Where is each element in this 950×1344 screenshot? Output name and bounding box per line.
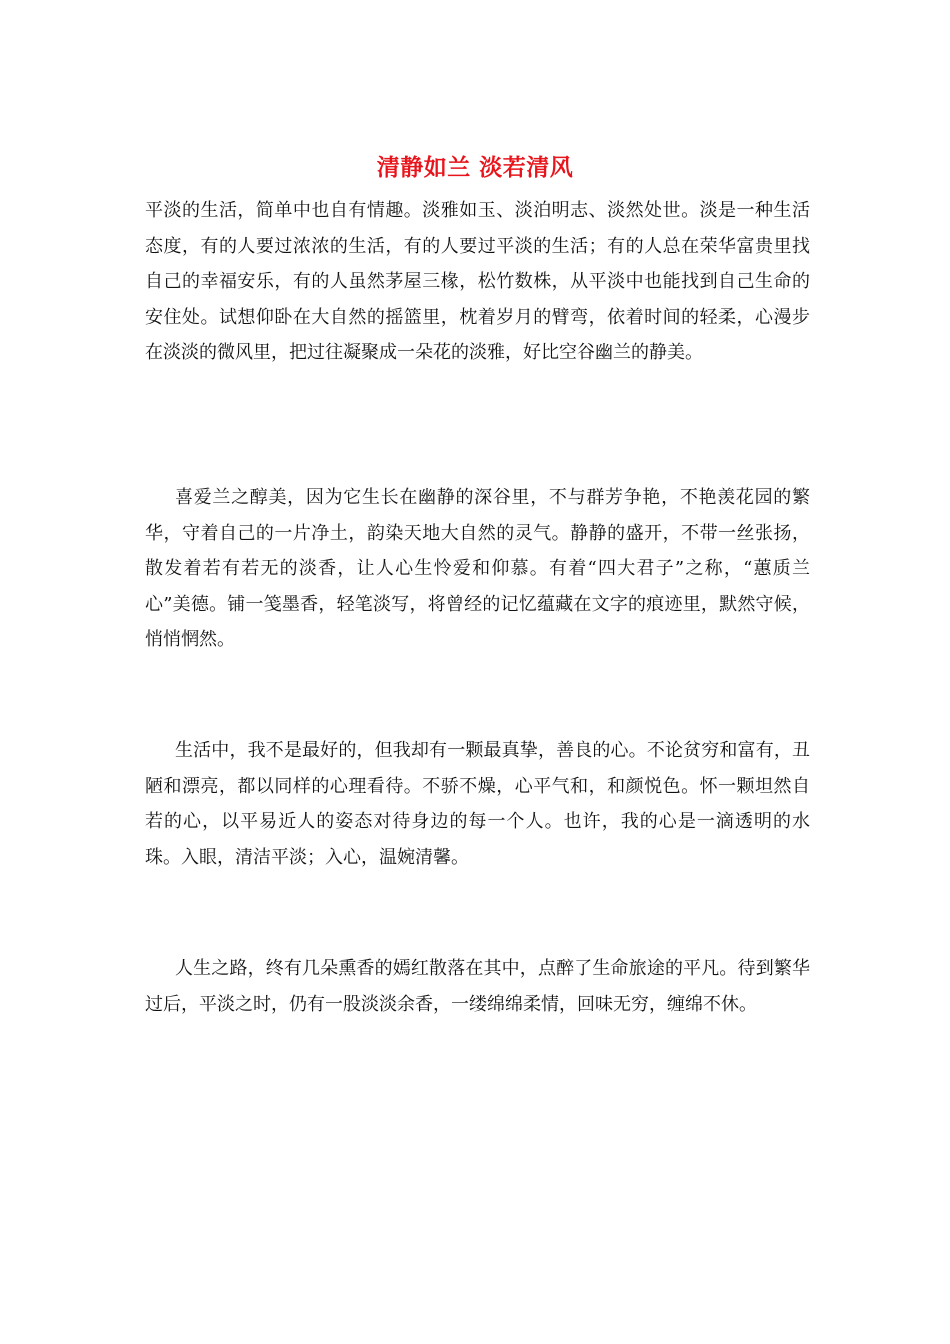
paragraph-2: 喜爱兰之醇美，因为它生长在幽静的深谷里，不与群芳争艳，不艳羡花园的繁华，守着自己的一片净土，韵染天地大自然的灵气。静静的盛开，不带一丝张扬，散发着若有若无的淡香，让人心生怜爱和仰慕。有着“四大君子”之称，“蕙质兰心”美德。铺一笺墨香，轻笔淡写，将曾经的记忆蕴藏在文字的痕迹里，默然守候，悄悄惘然。 [145,487,810,650]
paragraph-1: 平淡的生活，简单中也自有情趣。淡雅如玉、淡泊明志、淡然处世。淡是一种生活态度，有的人要过浓浓的生活，有的人要过平淡的生活；有的人总在荣华富贵里找自己的幸福安乐，有的人虽然茅屋三椽，松竹数株，从平淡中也能找到自己生命的安住处。试想仰卧在大自然的摇篮里，枕着岁月的臂弯，依着时间的轻柔，心漫步在淡淡的微风里，把过往凝聚成一朵花的淡雅，好比空谷幽兰的静美。 [145,200,810,363]
document-title: 清静如兰 淡若清风 [376,154,574,181]
paragraph-3: 生活中，我不是最好的，但我却有一颗最真挚，善良的心。不论贫穷和富有，丑陋和漂亮，都以同样的心理看待。不骄不燥，心平气和，和颜悦色。怀一颗坦然自若的心，以平易近人的姿态对待身边的每一个人。也许，我的心是一滴透明的水珠。入眼，清洁平淡；入心，温婉清馨。 [145,740,810,868]
paragraph-4: 人生之路，终有几朵熏香的嫣红散落在其中，点醉了生命旅途的平凡。待到繁华过后，平淡之时，仍有一股淡淡余香，一缕绵绵柔情，回味无穷，缠绵不休。 [145,958,810,1015]
